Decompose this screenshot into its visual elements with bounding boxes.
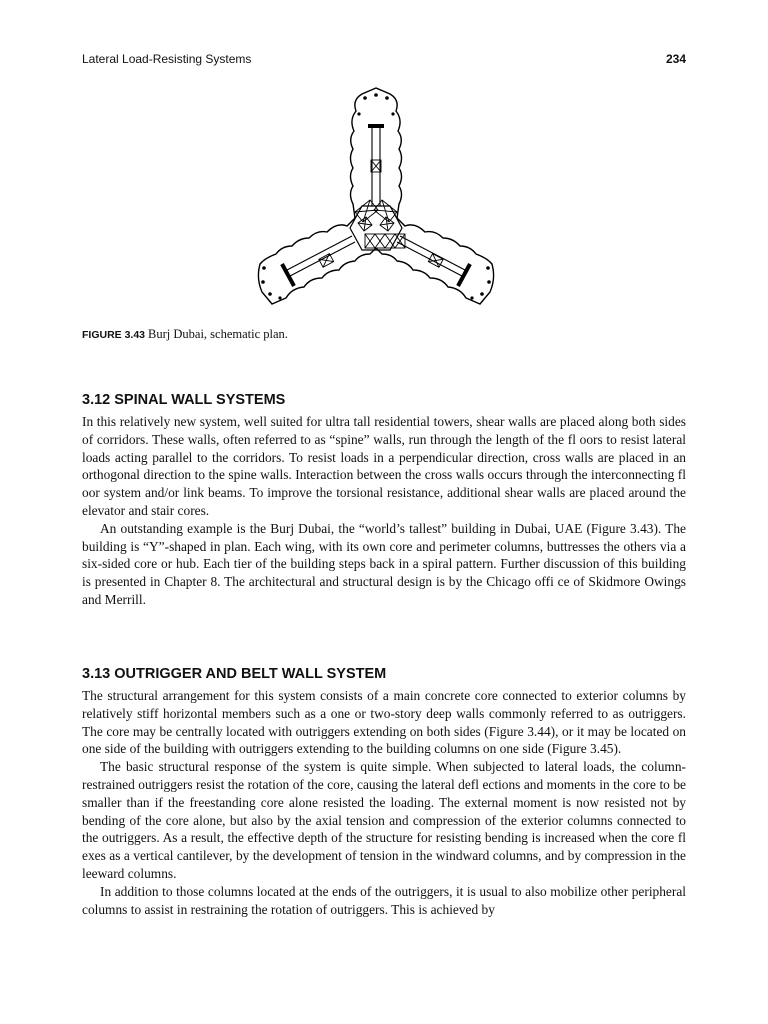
section-3-12	[82, 392, 686, 609]
page-number: 234	[665, 52, 686, 66]
burj-dubai-plan-figure	[252, 86, 522, 316]
section-3-13	[82, 666, 686, 918]
central-hub	[350, 206, 402, 250]
paragraph: An outstanding example is the Burj Dubai, the “world’s tallest” building in Dubai, UAE (Figure 3.43). The building is “Y”-shaped in plan. Each wing, with its own core and perimeter columns, buttresses the others via a six-sided core or hub. Each tier of the building steps back in a spiral pattern. Further discussion of this building is presented in Chapter 8. The architectural and structural design is by the Chicago offi ce of Skidmore Owings and Merrill.	[82, 520, 686, 607]
running-title: Lateral Load-Resisting Systems	[82, 52, 252, 66]
figure-caption-text: Burj Dubai, schematic plan.	[148, 327, 288, 341]
running-header	[82, 52, 686, 70]
section-heading: 3.13 OUTRIGGER AND BELT WALL SYSTEM	[82, 666, 387, 682]
paragraph: In this relatively new system, well suited for ultra tall residential towers, shear walls are placed along both sides of corridors. These walls, often referred to as “spine” walls, run through the length of the fl oors to resist lateral loads acting parallel to the corridors. To resist loads in a perpendicular direction, cross walls are placed in an orthogonal direction to the spine walls. Interaction between the cross walls occurs through the interconnecting fl oor system and/or link beams. To improve the torsional resistance, additional shear walls are placed around the elevator and stair cores.	[82, 414, 686, 518]
section-heading: 3.12 SPINAL WALL SYSTEMS	[82, 392, 286, 408]
paragraph: In addition to those columns located at the ends of the outriggers, it is usual to also mobilize other peripheral columns to assist in restraining the rotation of outriggers. This is achieved by	[82, 883, 686, 917]
paragraph: The structural arrangement for this system consists of a main concrete core connected to exterior columns by relatively stiff horizontal members such as a one or two-story deep walls commonly referred to as outriggers. The core may be centrally located with outriggers extending on both sides (Figure 3.44), or it may be located on one side of the building with outriggers extending to the building columns on one side (Figure 3.45).	[82, 688, 686, 757]
west-wing-outline	[258, 218, 376, 304]
paragraph: The basic structural response of the system is quite simple. When subjected to lateral loads, the column-restrained outriggers resist the rotation of the core, causing the lateral defl ections and moments in the core to be smaller than if the freestanding core alone resisted the loading. The external moment is now resisted not by bending of the core alone, but also by the axial tension and compression of the exterior columns connected to the outriggers. As a result, the effective depth of the structure for resisting bending is increased when the core fl exes as a vertical cantilever, by the development of tension in the windward columns, and by compression in the leeward columns.	[82, 759, 686, 881]
figure-caption	[82, 327, 288, 342]
figure-label: FIGURE 3.43	[82, 329, 146, 341]
north-wing-outline	[351, 88, 402, 218]
